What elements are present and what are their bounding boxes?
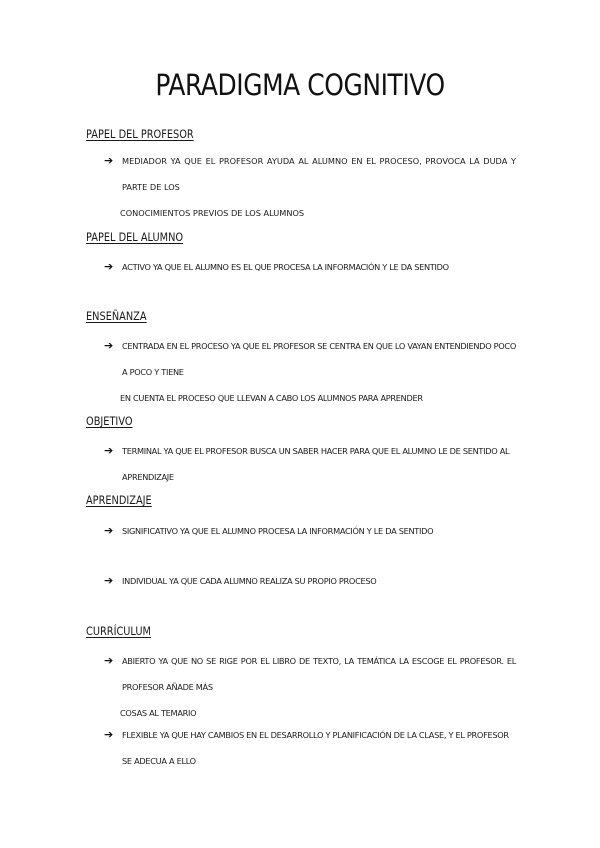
list-item (104, 148, 516, 226)
section-heading-papel-del-alumno: PAPEL DEL ALUMNO (86, 230, 184, 244)
arrow-right-icon: ➔ (104, 260, 114, 273)
list-item-text: TERMINAL YA QUE EL PROFESOR BUSCA UN SABER HACER PARA QUE EL ALUMNO LE DE SENTIDO AL APRENDIZAJE (122, 446, 510, 482)
list-item (104, 568, 516, 594)
arrow-right-icon: ➔ (104, 154, 114, 167)
section-heading-papel-del-profesor: PAPEL DEL PROFESOR (86, 127, 194, 141)
list-item-text: CENTRADA EN EL PROCESO YA QUE EL PROFESOR SE CENTRA EN QUE LO VAYAN ENTENDIENDO POCO A POCO Y TIENE (122, 341, 516, 377)
list-item-text: FLEXIBLE YA QUE HAY CAMBIOS EN EL DESARROLLO Y PLANIFICACIÓN DE LA CLASE, Y EL PROFESOR SE ADECUA A ELLO (122, 730, 509, 766)
list-item (104, 254, 516, 280)
list-item-text-continued: EN CUENTA EL PROCESO QUE LLEVAN A CABO LOS ALUMNOS PARA APRENDER (120, 393, 423, 403)
section-heading-ensenanza: ENSEÑANZA (86, 309, 147, 323)
list-item (104, 333, 516, 411)
list-item-text: MEDIADOR YA QUE EL PROFESOR AYUDA AL ALUMNO EN EL PROCESO, PROVOCA LA DUDA Y PARTE DE LOS (122, 156, 516, 192)
list-item (104, 648, 516, 726)
list-item-text: INDIVIDUAL YA QUE CADA ALUMNO REALIZA SU PROPIO PROCESO (122, 576, 377, 586)
list-item (104, 518, 516, 544)
list-item-text: ACTIVO YA QUE EL ALUMNO ES EL QUE PROCESA LA INFORMACIÓN Y LE DA SENTIDO (122, 262, 449, 272)
arrow-right-icon: ➔ (104, 654, 113, 667)
list-item (104, 722, 516, 774)
page-title: PARADIGMA COGNITIVO (155, 68, 445, 102)
section-heading-curriculum: CURRÍCULUM (86, 624, 151, 638)
arrow-right-icon: ➔ (104, 574, 113, 587)
section-heading-objetivo: OBJETIVO (86, 414, 133, 428)
arrow-right-icon: ➔ (104, 728, 113, 741)
list-item-text: ABIERTO YA QUE NO SE RIGE POR EL LIBRO DE TEXTO, LA TEMÁTICA LA ESCOGE EL PROFESOR. EL PROFESOR AÑADE MÁS (122, 656, 516, 692)
section-heading-aprendizaje: APRENDIZAJE (86, 493, 152, 507)
arrow-right-icon: ➔ (104, 339, 113, 352)
list-item-text: SIGNIFICATIVO YA QUE EL ALUMNO PROCESA LA INFORMACIÓN Y LE DA SENTIDO (122, 526, 434, 536)
list-item (104, 438, 516, 490)
list-item-text-continued: CONOCIMIENTOS PREVIOS DE LOS ALUMNOS (120, 208, 305, 218)
arrow-right-icon: ➔ (104, 524, 113, 537)
list-item-text-continued: COSAS AL TEMARIO (120, 708, 197, 718)
arrow-right-icon: ➔ (104, 444, 113, 457)
